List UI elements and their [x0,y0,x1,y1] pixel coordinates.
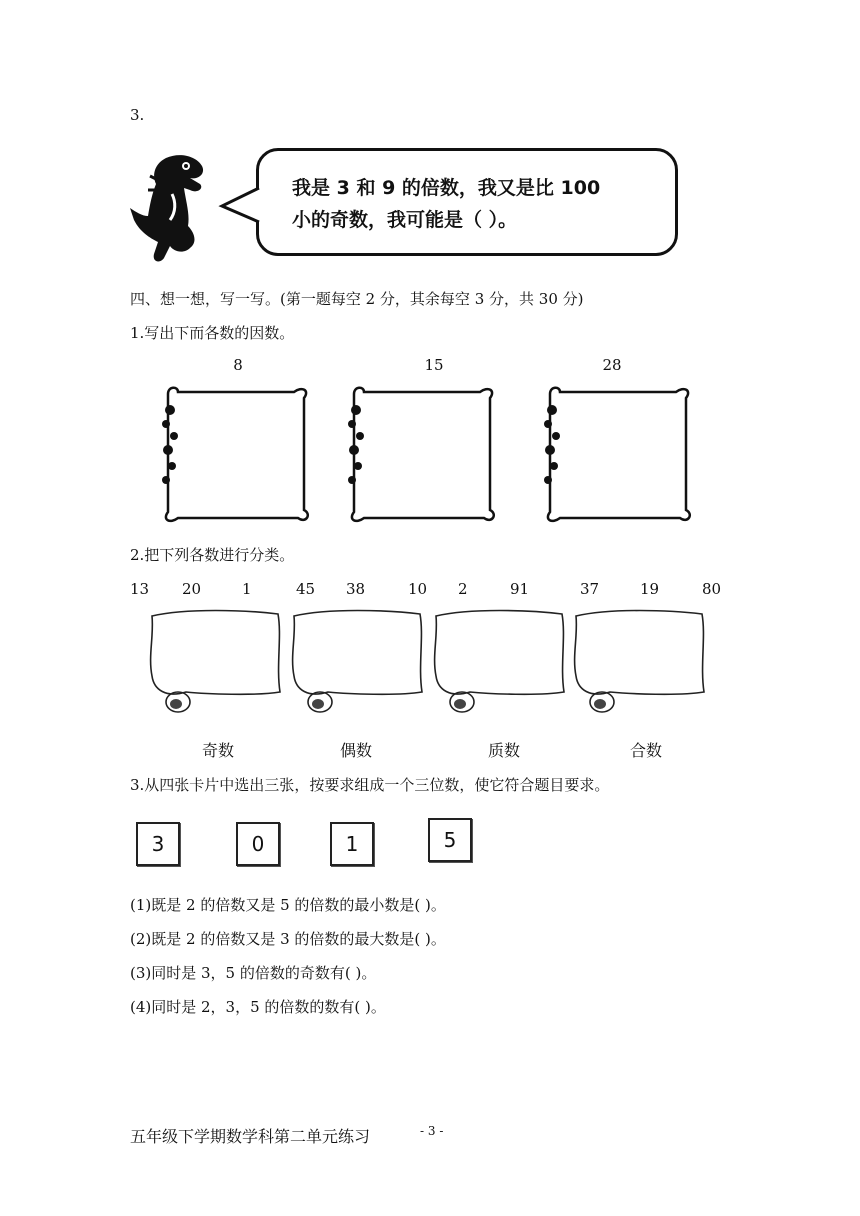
factor-frame-8[interactable] [154,384,316,526]
q2-prompt: 2.把下列各数进行分类。 [130,546,295,564]
classify-number: 37 [580,580,600,598]
section-4-title: 四、想一想，写一写。(第一题每空 2 分，其余每空 3 分，共 30 分) [130,290,584,308]
factor-frame-15[interactable] [340,384,502,526]
category-bag-composite[interactable] [570,606,710,720]
category-bag-prime[interactable] [430,606,570,720]
speech-text [292,172,672,236]
category-label-even: 偶数 [339,741,372,760]
classify-number: 19 [640,580,660,598]
category-label-composite: 合数 [629,741,662,760]
digit-card: 1 [330,822,374,866]
classify-number: 91 [510,580,530,598]
classify-number: 20 [182,580,202,598]
factor-frame-28[interactable] [536,384,698,526]
digit-card: 3 [136,822,180,866]
footer-title: 五年级下学期数学科第二单元练习 [130,1127,371,1146]
question-3-number: 3. [130,106,145,124]
digit-card: 0 [236,822,280,866]
classify-number: 1 [242,580,252,598]
speech-line-1: 我是 3 和 9 的倍数，我又是比 100 [292,177,601,199]
category-bag-even[interactable] [288,606,428,720]
classify-number: 80 [702,580,722,598]
dinosaur-illustration [128,150,210,270]
classify-number: 2 [458,580,468,598]
speech-line-2: 小的奇数，我可能是（ ）。 [292,209,518,231]
category-label-odd: 奇数 [201,741,234,760]
classify-number: 38 [346,580,366,598]
q3-item-4: (4)同时是 2，3，5 的倍数的数有( )。 [130,998,386,1016]
classify-number: 10 [408,580,428,598]
classify-number: 45 [296,580,316,598]
speech-bubble-tail [218,186,262,226]
q3-item-3: (3)同时是 3，5 的倍数的奇数有( )。 [130,964,377,982]
category-label-prime: 质数 [487,741,520,760]
q3-prompt: 3.从四张卡片中选出三张，按要求组成一个三位数，使它符合题目要求。 [130,776,610,794]
q3-item-2: (2)既是 2 的倍数又是 3 的倍数的最大数是( )。 [130,930,446,948]
factor-number-15: 15 [424,356,444,374]
factor-number-8: 8 [233,356,243,374]
q3-item-1: (1)既是 2 的倍数又是 5 的倍数的最小数是( )。 [130,896,446,914]
factor-number-28: 28 [602,356,622,374]
q1-prompt: 1.写出下而各数的因数。 [130,324,295,342]
digit-card: 5 [428,818,472,862]
page-number: - 3 - [420,1124,444,1138]
classify-number: 13 [130,580,150,598]
category-bag-odd[interactable] [146,606,286,720]
